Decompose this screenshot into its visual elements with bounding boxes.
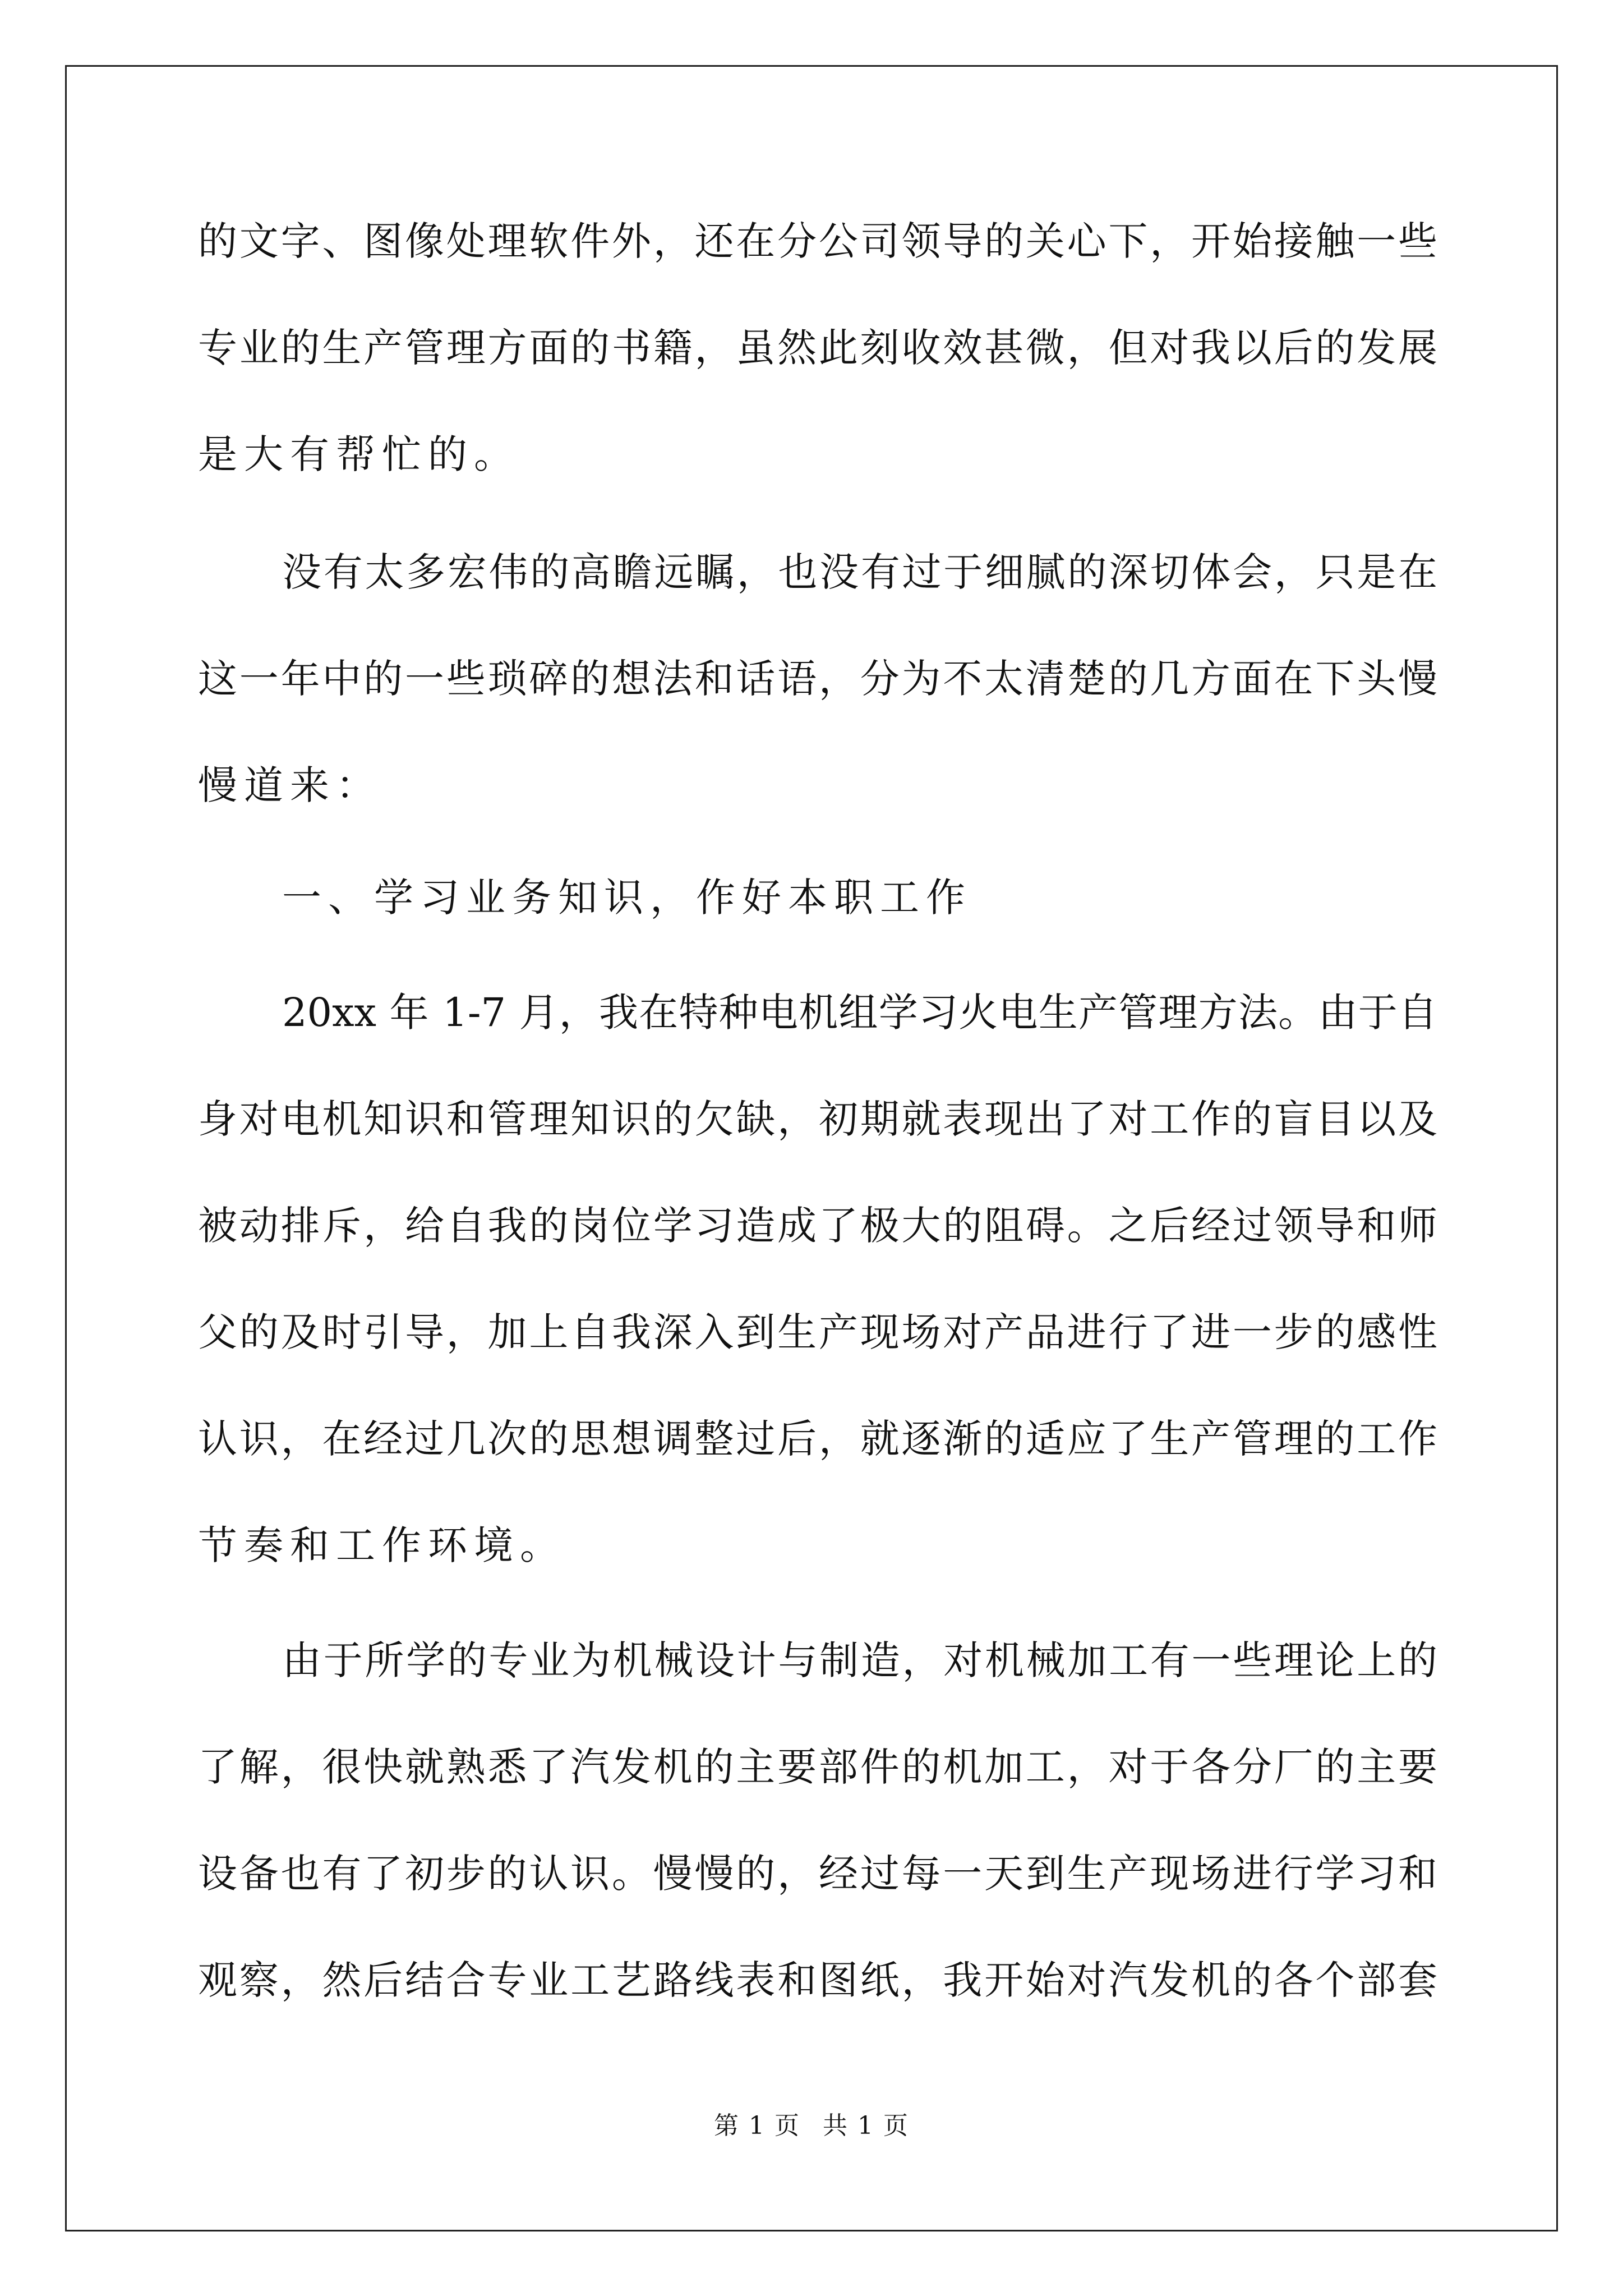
text-line: 是大有帮忙的。: [198, 431, 520, 477]
page-number: 第 1 页: [714, 2111, 800, 2140]
text-line: 没有太多宏伟的高瞻远瞩，也没有过于细腻的深切体会，只是在: [282, 549, 1437, 595]
page-total: 共 1 页: [823, 2111, 909, 2140]
text-line: 节奏和工作环境。: [198, 1522, 566, 1568]
text-line: 身对电机知识和管理知识的欠缺，初期就表现出了对工作的盲目以及: [198, 1096, 1437, 1142]
text-line: 设备也有了初步的认识。慢慢的，经过每一天到生产现场进行学习和: [198, 1851, 1437, 1897]
text-line: 观察，然后结合专业工艺路线表和图纸，我开始对汽发机的各个部套: [198, 1957, 1437, 2003]
text-line: 认识，在经过几次的思想调整过后，就逐渐的适应了生产管理的工作: [198, 1416, 1437, 1462]
page-footer: [0, 2109, 1623, 2143]
text-line: 慢道来：: [198, 762, 382, 808]
text-line: 这一年中的一些琐碎的想法和话语，分为不太清楚的几方面在下头慢: [198, 656, 1437, 702]
text-line: 了解，很快就熟悉了汽发机的主要部件的机加工，对于各分厂的主要: [198, 1744, 1437, 1790]
text-line: 由于所学的专业为机械设计与制造，对机械加工有一些理论上的: [282, 1637, 1437, 1683]
text-line: 20xx 年 1-7 月，我在特种电机组学习火电生产管理方法。由于自: [282, 990, 1437, 1036]
text-line: 的文字、图像处理软件外，还在分公司领导的关心下，开始接触一些: [198, 218, 1437, 264]
text-line: 父的及时引导，加上自我深入到生产现场对产品进行了进一步的感性: [198, 1309, 1437, 1355]
section-heading: 一、学习业务知识，作好本职工作: [282, 875, 972, 921]
text-line: 专业的生产管理方面的书籍，虽然此刻收效甚微，但对我以后的发展: [198, 325, 1437, 371]
text-line: 被动排斥，给自我的岗位学习造成了极大的阻碍。之后经过领导和师: [198, 1203, 1437, 1249]
